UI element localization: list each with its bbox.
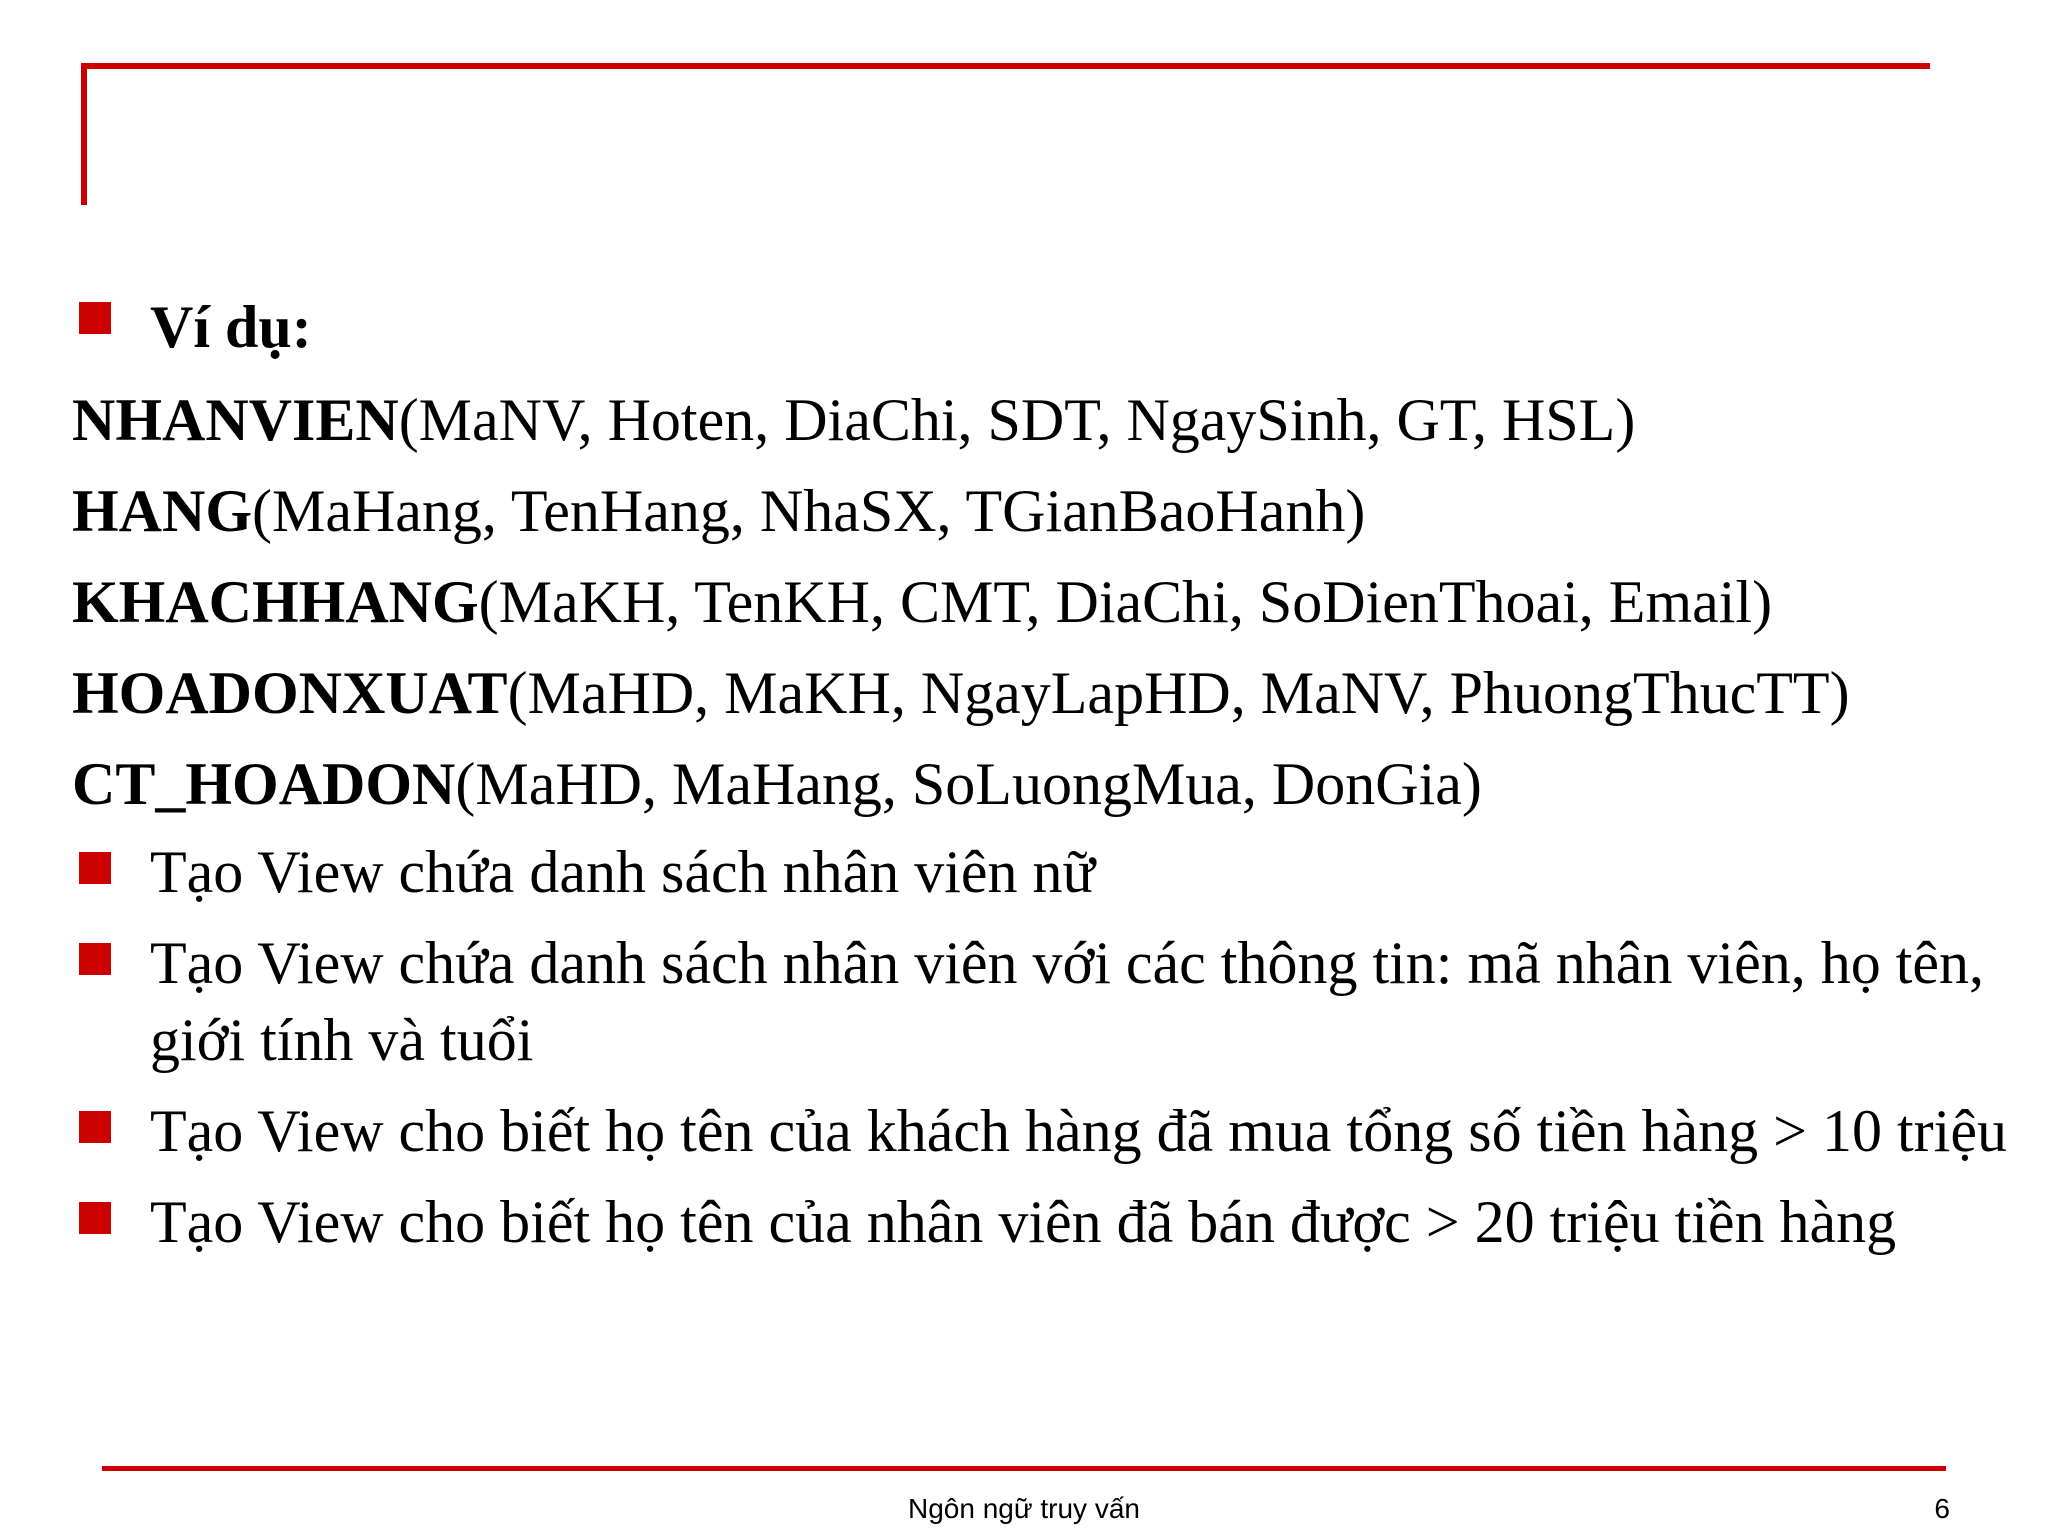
schema-name: KHACHHANG — [72, 569, 479, 635]
schema-line-ct-hoadon — [72, 739, 2022, 830]
schema-line-khachhang — [72, 557, 2022, 648]
page-number: 6 — [1934, 1493, 1950, 1524]
schema-line-hang — [72, 466, 2022, 557]
schema-name: CT_HOADON — [72, 751, 456, 817]
red-square-bullet-icon — [79, 1202, 111, 1234]
red-square-bullet-icon — [79, 943, 111, 975]
task-item — [72, 1184, 2022, 1261]
task-text: Tạo View chứa danh sách nhân viên với các thông tin: mã nhân viên, họ tên, giới tính và tuổi — [150, 930, 1985, 1073]
schema-line-nhanvien — [72, 375, 2022, 466]
schema-fields: (MaKH, TenKH, CMT, DiaChi, SoDienThoai, Email) — [478, 569, 1773, 635]
schema-fields: (MaNV, Hoten, DiaChi, SDT, NgaySinh, GT, HSL) — [398, 387, 1636, 453]
task-item — [72, 834, 2022, 911]
red-square-bullet-icon — [79, 852, 111, 884]
footer-rule — [102, 1466, 1946, 1471]
schema-fields: (MaHang, TenHang, NhaSX, TGianBaoHanh) — [252, 478, 1366, 544]
schema-name: NHANVIEN — [72, 387, 399, 453]
schema-name: HOADONXUAT — [72, 660, 508, 726]
example-heading: Ví dụ: — [150, 294, 312, 360]
schema-line-hoadonxuat — [72, 648, 2022, 739]
red-square-bullet-icon — [79, 302, 111, 334]
red-square-bullet-icon — [79, 1111, 111, 1143]
task-item — [72, 1093, 2022, 1170]
footer-title: Ngôn ngữ truy vấn — [908, 1493, 1140, 1524]
task-item — [72, 925, 2022, 1079]
title-frame-left-rule — [81, 63, 87, 205]
schema-fields: (MaHD, MaKH, NgayLapHD, MaNV, PhuongThucTT) — [507, 660, 1850, 726]
title-frame-top-rule — [81, 63, 1930, 69]
example-heading-row — [72, 284, 2022, 370]
slide-content — [72, 284, 2022, 1261]
task-text: Tạo View cho biết họ tên của khách hàng đã mua tổng số tiền hàng > 10 triệu — [150, 1098, 2007, 1164]
task-text: Tạo View cho biết họ tên của nhân viên đã bán được > 20 triệu tiền hàng — [150, 1189, 1897, 1255]
schema-fields: (MaHD, MaHang, SoLuongMua, DonGia) — [455, 751, 1482, 817]
schema-name: HANG — [72, 478, 252, 544]
task-text: Tạo View chứa danh sách nhân viên nữ — [150, 839, 1096, 905]
